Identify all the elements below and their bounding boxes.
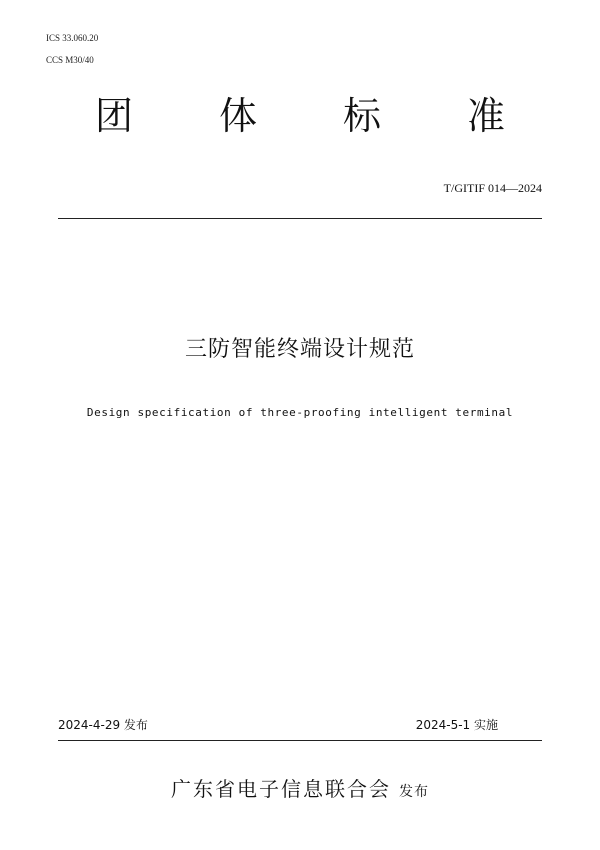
ccs-code: CCS M30/40: [46, 55, 94, 65]
document-title-en: Design specification of three-proofing intelligent terminal: [86, 406, 514, 419]
top-divider: [58, 218, 542, 219]
heading-char: 准: [466, 94, 505, 138]
publish-label: 发布: [399, 784, 429, 800]
publisher-name: 广东省电子信息联合会: [171, 777, 391, 801]
ics-code: ICS 33.060.20: [46, 33, 99, 43]
heading-char: 体: [218, 94, 257, 138]
standard-number: T/GITIF 014—2024: [443, 181, 542, 195]
document-title-cn: 三防智能终端设计规范: [184, 337, 415, 362]
heading-char: 标: [342, 94, 381, 138]
issue-date: 2024-4-29 发布: [58, 718, 148, 732]
standard-type-heading: [90, 92, 510, 140]
publisher-line: [0, 773, 600, 802]
implementation-date: 2024-5-1 实施: [415, 718, 498, 732]
bottom-divider: [58, 740, 542, 741]
heading-char: 团: [94, 94, 133, 138]
